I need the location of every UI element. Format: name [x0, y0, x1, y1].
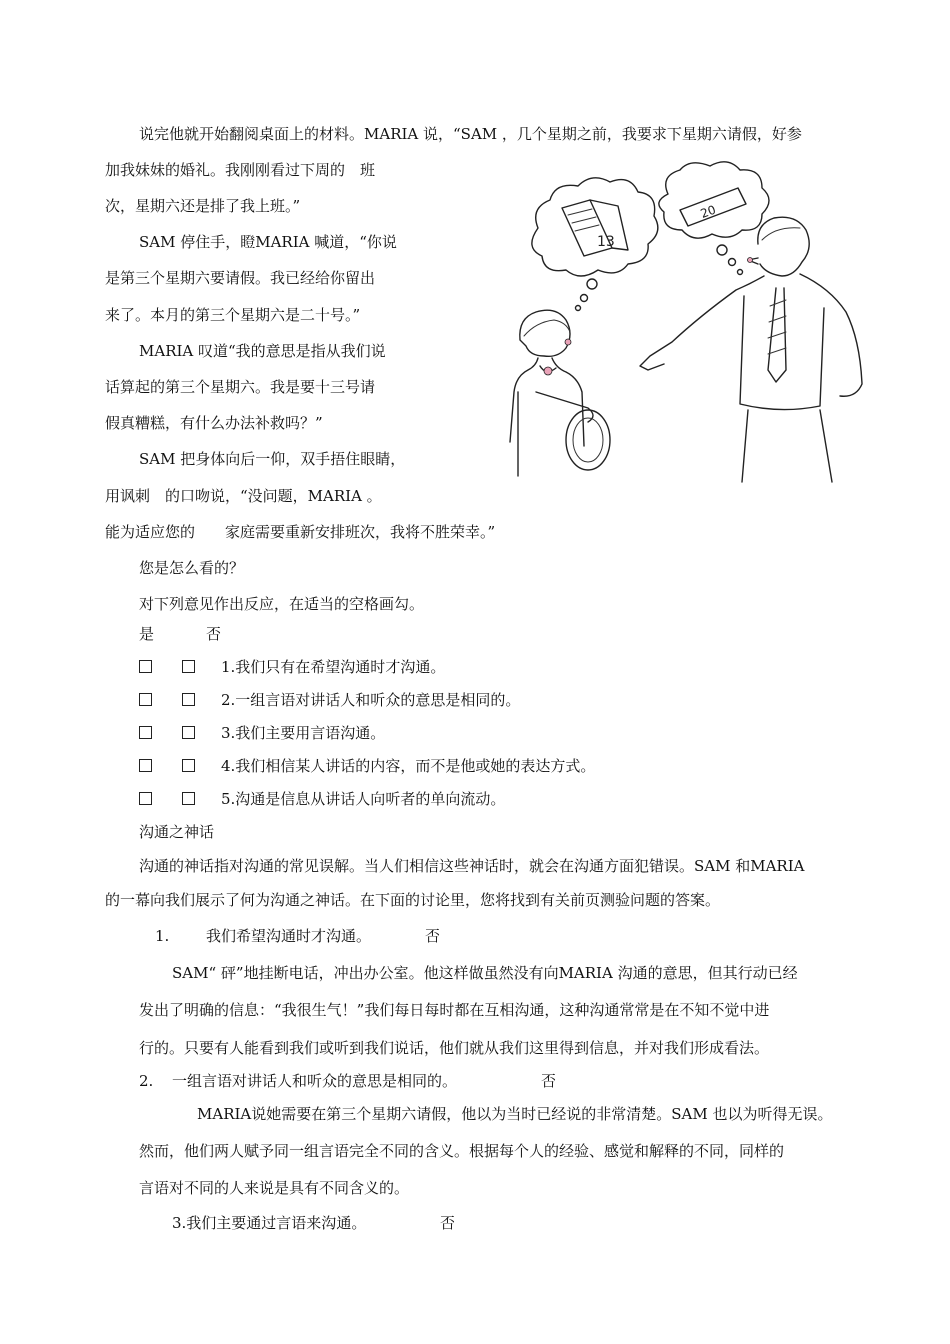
quiz-question: 您是怎么看的？ [139, 559, 245, 577]
story-line: 能为适应您的 家庭需要重新安排班次，我将不胜荣幸。” [105, 523, 496, 541]
man-figure [640, 217, 862, 482]
quiz-item [139, 789, 505, 809]
myths-intro-line: 的一幕向我们展示了何为沟通之神话。在下面的讨论里，您将找到有关前页测验问题的答案。 [105, 891, 721, 909]
story-line: SAM 把身体向后一仰，双手捂住眼睛， [139, 450, 406, 468]
quiz-item-text: 2.一组言语对讲话人和听众的意思是相同的。 [221, 691, 521, 709]
yes-checkbox[interactable] [139, 759, 152, 772]
cartoon-illustration [500, 160, 880, 490]
myth-1-title: 我们希望沟通时才沟通。 [206, 927, 372, 945]
myth-1-body: 行的。只要有人能看到我们或听到我们说话，他们就从我们这里得到信息，并对我们形成看法。 [139, 1039, 770, 1057]
myth-1-number: 1. [155, 927, 170, 945]
myth-2-number: 2. [139, 1072, 154, 1090]
story-line: 用讽刺 的口吻说，“没问题，MARIA 。 [105, 487, 382, 505]
calendar-number: 13 [597, 234, 615, 250]
quiz-item [139, 657, 445, 677]
quiz-item [139, 756, 595, 776]
myth-1-body: SAM“ 砰”地挂断电话，冲出办公室。他这样做虽然没有向MARIA 沟通的意思，但其行动已经 [172, 964, 798, 982]
story-line: 说完他就开始翻阅桌面上的材料。MARIA 说，“SAM ，几个星期之前，我要求下星期六请假，好参 [139, 125, 802, 143]
no-checkbox[interactable] [182, 660, 195, 673]
no-checkbox[interactable] [182, 792, 195, 805]
quiz-item-text: 1.我们只有在希望沟通时才沟通。 [221, 658, 446, 676]
myth-2-answer: 否 [541, 1072, 557, 1090]
myth-2-title: 一组言语对讲话人和听众的意思是相同的。 [172, 1072, 458, 1090]
story-line: 加我妹妹的婚礼。我刚刚看过下周的 班 [105, 161, 376, 179]
thought-bubble-ticket [659, 162, 769, 275]
story-line: 假真糟糕，有什么办法补救吗？” [105, 414, 323, 432]
story-line: MARIA 叹道“我的意思是指从我们说 [139, 342, 386, 360]
no-checkbox[interactable] [182, 726, 195, 739]
no-checkbox[interactable] [182, 759, 195, 772]
story-line: SAM 停住手，瞪MARIA 喊道，“你说 [139, 233, 397, 251]
myth-1-answer: 否 [425, 927, 441, 945]
yes-column-label: 是 [139, 625, 155, 643]
thought-bubble-calendar [532, 178, 658, 311]
yes-checkbox[interactable] [139, 660, 152, 673]
myth-2-body: 然而，他们两人赋予同一组言语完全不同的含义。根据每个人的经验、感觉和解释的不同，同样的 [139, 1142, 785, 1160]
woman-figure [510, 310, 610, 476]
myth-3-answer: 否 [440, 1214, 456, 1232]
yes-checkbox[interactable] [139, 726, 152, 739]
no-checkbox[interactable] [182, 693, 195, 706]
story-line: 来了。本月的第三个星期六是二十号。” [105, 306, 361, 324]
myths-intro-line: 沟通的神话指对沟通的常见误解。当人们相信这些神话时，就会在沟通方面犯错误。SAM 和MARIA [139, 857, 805, 875]
yes-checkbox[interactable] [139, 693, 152, 706]
quiz-item-text: 4.我们相信某人讲话的内容，而不是他或她的表达方式。 [221, 757, 596, 775]
quiz-item-text: 3.我们主要用言语沟通。 [221, 724, 386, 742]
myth-2-body: 言语对不同的人来说是具有不同含义的。 [139, 1179, 410, 1197]
story-line: 次，星期六还是排了我上班。” [105, 197, 301, 215]
section-heading: 沟通之神话 [139, 823, 215, 841]
story-line: 话算起的第三个星期六。我是要十三号请 [105, 378, 376, 396]
yes-checkbox[interactable] [139, 792, 152, 805]
myth-3-title: 3.我们主要通过言语来沟通。 [172, 1214, 367, 1232]
story-line: 是第三个星期六要请假。我已经给你留出 [105, 269, 376, 287]
myth-1-body: 发出了明确的信息：“我很生气！”我们每日每时都在互相沟通，这种沟通常常是在不知不觉中进 [139, 1001, 770, 1019]
no-column-label: 否 [206, 625, 222, 643]
quiz-instruction: 对下列意见作出反应，在适当的空格画勾。 [139, 595, 425, 613]
ticket-number: 20 [698, 202, 718, 221]
quiz-item [139, 690, 520, 710]
quiz-item-text: 5.沟通是信息从讲话人向听者的单向流动。 [221, 790, 506, 808]
quiz-item [139, 723, 385, 743]
myth-2-body: MARIA说她需要在第三个星期六请假，他以为当时已经说的非常清楚。SAM 也以为听得无误。 [197, 1105, 833, 1123]
